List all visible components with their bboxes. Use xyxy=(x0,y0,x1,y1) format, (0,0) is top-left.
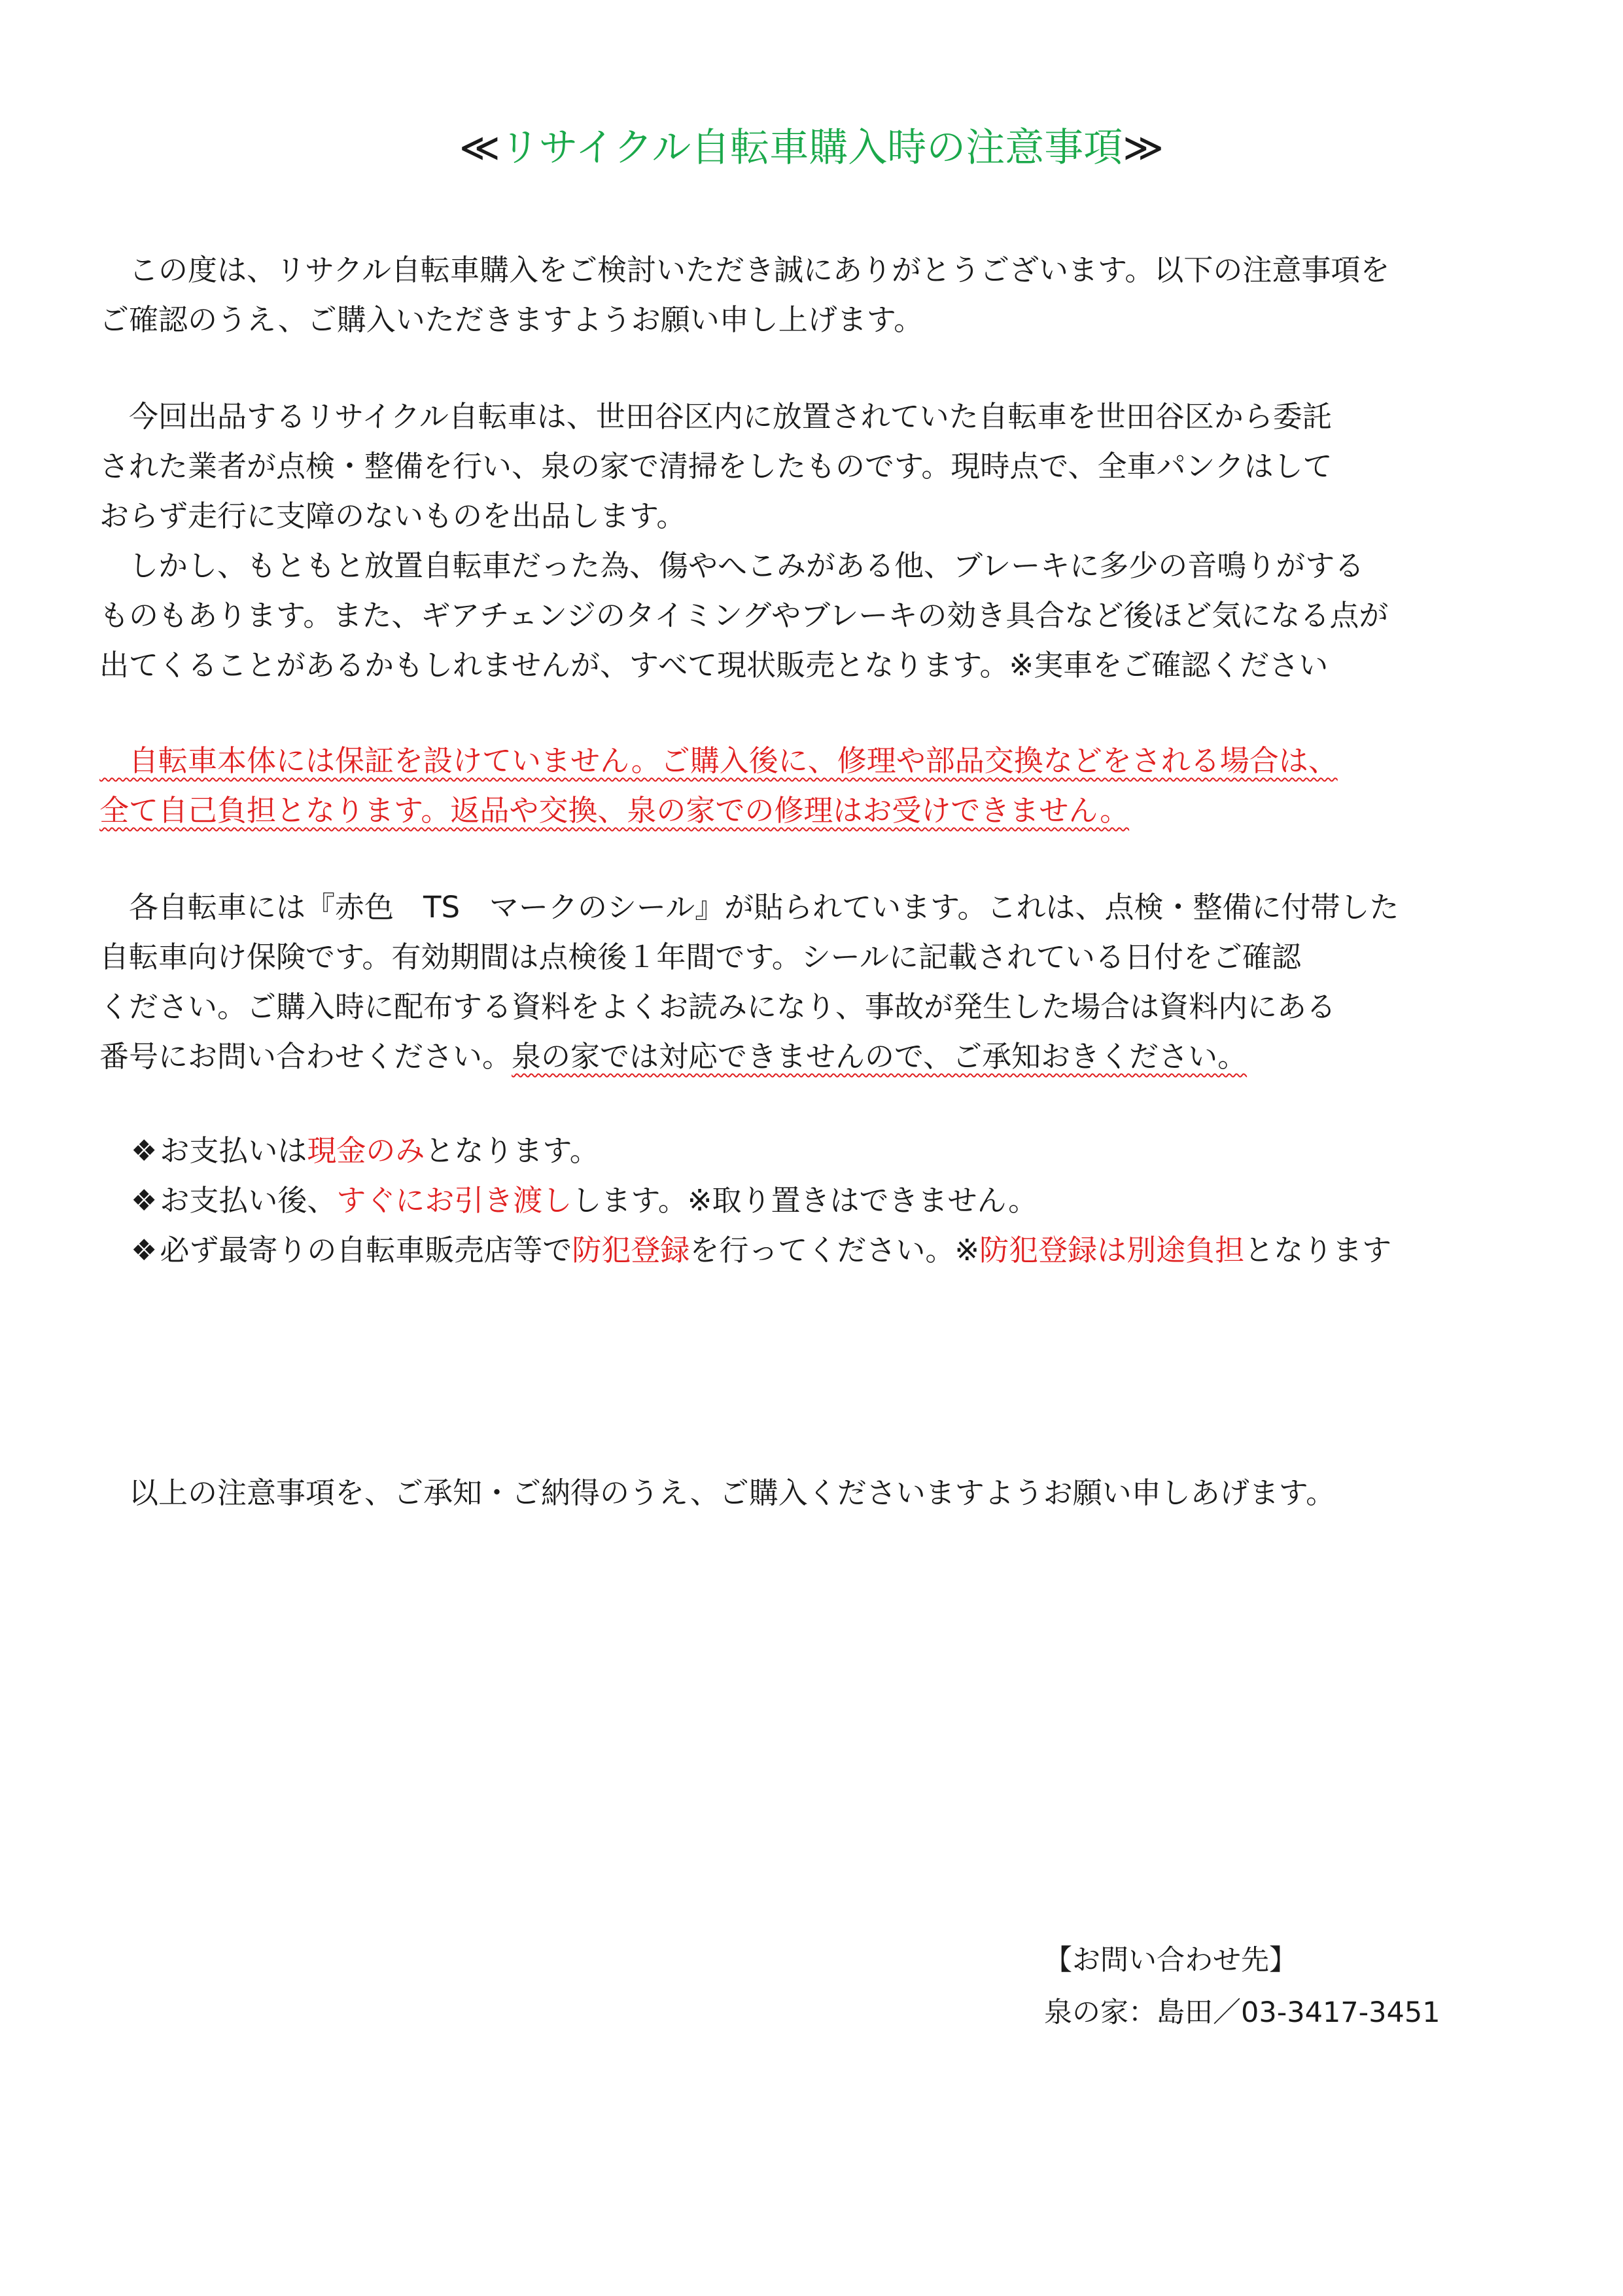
insurance-last-line: 番号にお問い合わせください。 xyxy=(99,1039,512,1074)
insurance-paragraph xyxy=(99,883,1532,1082)
contact-heading: 【お問い合わせ先】 xyxy=(1044,1944,1297,1977)
contact-detail: 泉の家：島田／03-3417-3451 xyxy=(1044,1996,1440,2029)
insurance-line: 自転車向け保険です。有効期間は点検後１年間です。シールに記載されている日付をご確認 xyxy=(99,940,1301,974)
description-line: 今回出品するリサイクル自転車は、世田谷区内に放置されていた自転車を世田谷区から委託 xyxy=(99,399,1332,434)
description-paragraph xyxy=(99,392,1532,690)
intro-paragraph xyxy=(99,245,1532,345)
warning-line: 全て自己負担となります。返品や交換、泉の家での修理はお受けできません。 xyxy=(99,793,1130,828)
diamond-bullet-icon: ❖ xyxy=(131,1233,158,1267)
intro-line: ご確認のうえ、ご購入いただきますようお願い申し上げます。 xyxy=(99,302,924,337)
warning-paragraph xyxy=(99,736,1532,836)
description-line: しかし、もともと放置自転車だった為、傷やへこみがある他、ブレーキに多少の音鳴りがする xyxy=(99,548,1365,583)
insurance-line: ください。ご購入時に配布する資料をよくお読みになり、事故が発生した場合は資料内にある xyxy=(99,989,1336,1024)
diamond-bullet-icon: ❖ xyxy=(131,1133,158,1168)
bullet-item-handover: ❖お支払い後、すぐにお引き渡しします。※取り置きはできません。 xyxy=(131,1183,1038,1218)
description-line: された業者が点検・整備を行い、泉の家で清掃をしたものです。現時点で、全車パンクはして xyxy=(99,449,1333,484)
warning-line: 自転車本体には保証を設けていません。ご購入後に、修理や部品交換などをされる場合は、 xyxy=(99,743,1338,778)
description-line: おらず走行に支障のないものを出品します。 xyxy=(99,499,686,533)
title-close-bracket: ≫ xyxy=(1123,125,1164,171)
intro-line: この度は、リサクル自転車購入をご検討いただき誠にありがとうございます。以下の注意事項を xyxy=(99,253,1390,287)
description-line: 出てくることがあるかもしれませんが、すべて現状販売となります。※実車をご確認ください xyxy=(99,648,1329,682)
page-title xyxy=(0,122,1623,174)
bullet-item-payment: ❖お支払いは現金のみとなります。 xyxy=(131,1133,599,1168)
title-open-bracket: ≪ xyxy=(459,125,500,171)
description-line: ものもあります。また、ギアチェンジのタイミングやブレーキの効き具合など後ほど気になる点が xyxy=(99,598,1389,633)
title-text: リサイクル自転車購入時の注意事項 xyxy=(500,125,1123,171)
bullet-item-registration: ❖必ず最寄りの自転車販売店等で防犯登録を行ってください。※防犯登録は別途負担となります xyxy=(131,1233,1392,1267)
bullet-list xyxy=(131,1126,1537,1275)
closing-line: 以上の注意事項を、ご承知・ご納得のうえ、ご購入くださいますようお願い申しあげます。 xyxy=(99,1475,1336,1510)
insurance-line: 各自転車には『赤色 TS マークのシール』が貼られています。これは、点検・整備に付帯した xyxy=(99,890,1399,925)
closing-paragraph xyxy=(99,1468,1532,1518)
contact-info xyxy=(1044,1934,1440,2039)
insurance-underlined-note: 泉の家では対応できませんので、ご承知おきください。 xyxy=(512,1039,1248,1074)
diamond-bullet-icon: ❖ xyxy=(131,1183,158,1218)
